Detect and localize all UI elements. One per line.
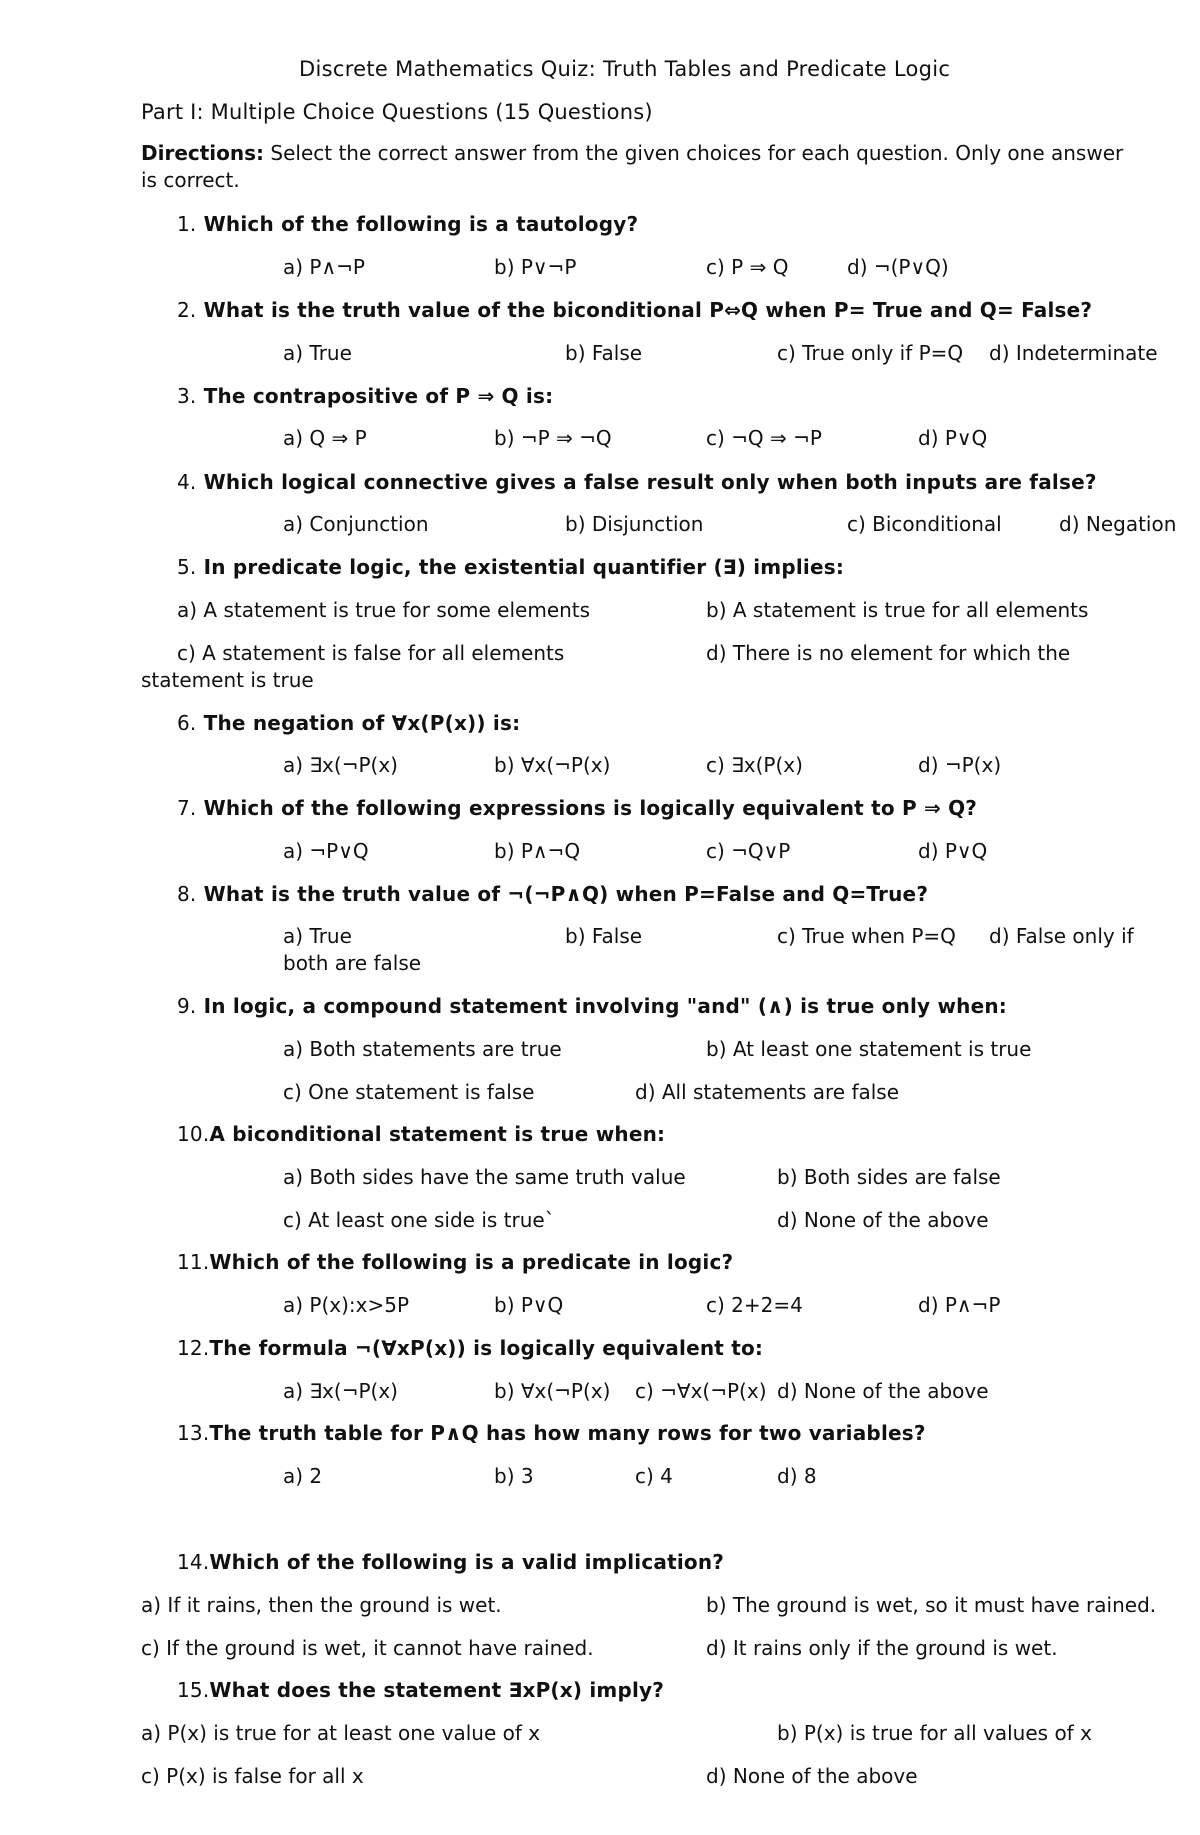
- option-5d-line2[interactable]: statement is true: [141, 668, 314, 692]
- question-6: [177, 710, 520, 736]
- option-7d[interactable]: d) P∨Q: [918, 839, 988, 863]
- question-number: 10.: [177, 1122, 210, 1146]
- option-5d-line1[interactable]: d) There is no element for which the: [706, 641, 1071, 665]
- option-14d[interactable]: d) It rains only if the ground is wet.: [706, 1636, 1058, 1660]
- question-9: [177, 993, 1007, 1019]
- option-3a[interactable]: a) Q ⇒ P: [283, 426, 367, 450]
- option-11c[interactable]: c) 2+2=4: [706, 1293, 803, 1317]
- question-15: [177, 1677, 664, 1703]
- option-5a[interactable]: a) A statement is true for some elements: [177, 598, 591, 622]
- option-9d[interactable]: d) All statements are false: [635, 1080, 900, 1104]
- question-2: [177, 297, 1092, 323]
- option-2a[interactable]: a) True: [283, 341, 352, 365]
- question-number: 8.: [177, 882, 197, 906]
- option-5b[interactable]: b) A statement is true for all elements: [706, 598, 1089, 622]
- option-2b[interactable]: b) False: [565, 341, 643, 365]
- option-7c[interactable]: c) ¬Q∨P: [706, 839, 791, 863]
- option-1c[interactable]: c) P ⇒ Q: [706, 255, 789, 279]
- option-6c[interactable]: c) ∃x(P(x): [706, 753, 803, 777]
- option-11b[interactable]: b) P∨Q: [494, 1293, 564, 1317]
- option-10c[interactable]: c) At least one side is true`: [283, 1208, 555, 1232]
- option-15b[interactable]: b) P(x) is true for all values of x: [777, 1721, 1092, 1745]
- option-1d[interactable]: d) ¬(P∨Q): [847, 255, 949, 279]
- option-13c[interactable]: c) 4: [635, 1464, 673, 1488]
- option-14c[interactable]: c) If the ground is wet, it cannot have rained.: [141, 1636, 594, 1660]
- question-text: Which of the following is a predicate in logic?: [209, 1250, 734, 1274]
- question-text: In logic, a compound statement involving "and" (∧) is true only when:: [203, 994, 1007, 1018]
- option-9c[interactable]: c) One statement is false: [283, 1080, 535, 1104]
- option-9a[interactable]: a) Both statements are true: [283, 1037, 562, 1061]
- option-13a[interactable]: a) 2: [283, 1464, 323, 1488]
- question-4: [177, 469, 1097, 495]
- question-text: What does the statement ∃xP(x) imply?: [209, 1678, 665, 1702]
- question-number: 6.: [177, 711, 197, 735]
- question-text: In predicate logic, the existential quantifier (∃) implies:: [203, 555, 845, 579]
- option-6b[interactable]: b) ∀x(¬P(x): [494, 753, 611, 777]
- question-text: What is the truth value of ¬(¬P∧Q) when P=False and Q=True?: [203, 882, 929, 906]
- option-12c[interactable]: c) ¬∀x(¬P(x): [635, 1379, 767, 1403]
- question-11: [177, 1249, 733, 1275]
- page-title: Discrete Mathematics Quiz: Truth Tables and Predicate Logic: [299, 57, 951, 81]
- part-heading: Part I: Multiple Choice Questions (15 Questions): [141, 100, 653, 124]
- question-3: [177, 383, 553, 409]
- option-2d[interactable]: d) Indeterminate: [989, 341, 1158, 365]
- question-text: The contrapositive of P ⇒ Q is:: [203, 384, 554, 408]
- option-9b[interactable]: b) At least one statement is true: [706, 1037, 1032, 1061]
- option-8d-line2[interactable]: both are false: [283, 951, 422, 975]
- question-number: 5.: [177, 555, 197, 579]
- option-7a[interactable]: a) ¬P∨Q: [283, 839, 369, 863]
- question-1: [177, 211, 638, 237]
- question-text: The formula ¬(∀xP(x)) is logically equivalent to:: [209, 1336, 764, 1360]
- option-6d[interactable]: d) ¬P(x): [918, 753, 1002, 777]
- option-4c[interactable]: c) Biconditional: [847, 512, 1002, 536]
- question-7: [177, 795, 977, 821]
- option-1a[interactable]: a) P∧¬P: [283, 255, 365, 279]
- option-3b[interactable]: b) ¬P ⇒ ¬Q: [494, 426, 612, 450]
- question-number: 12.: [177, 1336, 210, 1360]
- option-15d[interactable]: d) None of the above: [706, 1764, 918, 1788]
- question-text: Which logical connective gives a false result only when both inputs are false?: [203, 470, 1097, 494]
- option-8d-line1[interactable]: d) False only if: [989, 924, 1134, 948]
- option-2c[interactable]: c) True only if P=Q: [777, 341, 964, 365]
- question-14: [177, 1549, 724, 1575]
- question-number: 2.: [177, 298, 197, 322]
- question-text: The negation of ∀x(P(x)) is:: [203, 711, 521, 735]
- question-text: The truth table for P∧Q has how many rows for two variables?: [209, 1421, 926, 1445]
- option-3d[interactable]: d) P∨Q: [918, 426, 988, 450]
- option-15a[interactable]: a) P(x) is true for at least one value of x: [141, 1721, 541, 1745]
- option-8c[interactable]: c) True when P=Q: [777, 924, 956, 948]
- question-number: 15.: [177, 1678, 210, 1702]
- directions-text: Select the correct answer from the given choices for each question. Only one answer is correct.: [141, 141, 1124, 192]
- option-3c[interactable]: c) ¬Q ⇒ ¬P: [706, 426, 822, 450]
- question-number: 13.: [177, 1421, 210, 1445]
- option-12b[interactable]: b) ∀x(¬P(x): [494, 1379, 611, 1403]
- question-12: [177, 1335, 763, 1361]
- option-1b[interactable]: b) P∨¬P: [494, 255, 577, 279]
- directions-label: Directions:: [141, 141, 265, 165]
- option-4b[interactable]: b) Disjunction: [565, 512, 704, 536]
- directions: [141, 140, 1131, 194]
- option-6a[interactable]: a) ∃x(¬P(x): [283, 753, 398, 777]
- question-13: [177, 1420, 926, 1446]
- option-14b[interactable]: b) The ground is wet, so it must have rained.: [706, 1593, 1157, 1617]
- option-15c[interactable]: c) P(x) is false for all x: [141, 1764, 364, 1788]
- question-text: Which of the following is a tautology?: [203, 212, 639, 236]
- option-8a[interactable]: a) True: [283, 924, 352, 948]
- question-text: Which of the following expressions is logically equivalent to P ⇒ Q?: [203, 796, 978, 820]
- option-8b[interactable]: b) False: [565, 924, 643, 948]
- question-5: [177, 554, 844, 580]
- question-10: [177, 1121, 665, 1147]
- question-number: 14.: [177, 1550, 210, 1574]
- question-8: [177, 881, 928, 907]
- question-number: 1.: [177, 212, 197, 236]
- option-10a[interactable]: a) Both sides have the same truth value: [283, 1165, 686, 1189]
- question-text: A biconditional statement is true when:: [209, 1122, 666, 1146]
- option-5c[interactable]: c) A statement is false for all elements: [177, 641, 565, 665]
- option-4d[interactable]: d) Negation: [1059, 512, 1177, 536]
- option-10d[interactable]: d) None of the above: [777, 1208, 989, 1232]
- question-text: What is the truth value of the biconditional P⇔Q when P= True and Q= False?: [203, 298, 1093, 322]
- option-11a[interactable]: a) P(x):x>5P: [283, 1293, 410, 1317]
- option-14a[interactable]: a) If it rains, then the ground is wet.: [141, 1593, 502, 1617]
- question-text: Which of the following is a valid implication?: [209, 1550, 725, 1574]
- option-12d[interactable]: d) None of the above: [777, 1379, 989, 1403]
- question-number: 4.: [177, 470, 197, 494]
- option-13d[interactable]: d) 8: [777, 1464, 817, 1488]
- option-12a[interactable]: a) ∃x(¬P(x): [283, 1379, 398, 1403]
- option-10b[interactable]: b) Both sides are false: [777, 1165, 1001, 1189]
- option-7b[interactable]: b) P∧¬Q: [494, 839, 581, 863]
- question-number: 7.: [177, 796, 197, 820]
- option-13b[interactable]: b) 3: [494, 1464, 534, 1488]
- option-4a[interactable]: a) Conjunction: [283, 512, 429, 536]
- question-number: 3.: [177, 384, 197, 408]
- question-number: 9.: [177, 994, 197, 1018]
- question-number: 11.: [177, 1250, 210, 1274]
- option-11d[interactable]: d) P∧¬P: [918, 1293, 1001, 1317]
